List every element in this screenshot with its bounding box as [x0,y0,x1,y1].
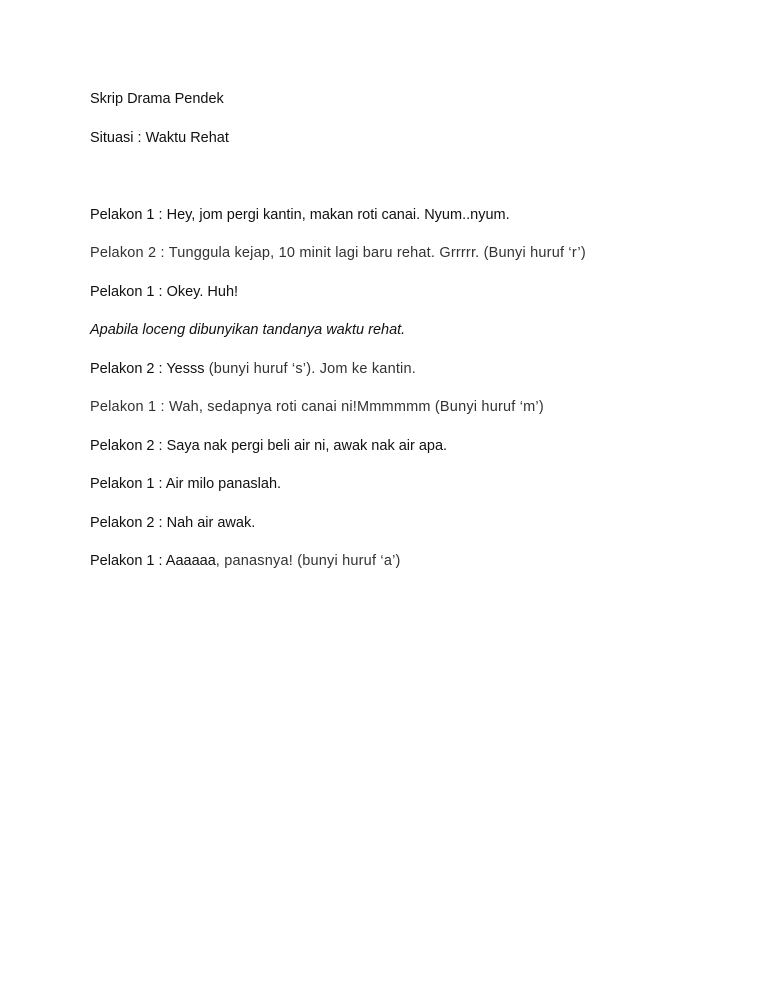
dialogue-text: Air milo panaslah. [162,476,282,492]
dialogue-text: Wah, sedapnya roti canai ni!Mmmmmm (Bunyi huruf ‘m’) [164,399,544,415]
dialogue-text-continued: , panasnya! (bunyi huruf ‘a’) [215,553,401,569]
dialogue-line [90,475,281,493]
speaker-label: Pelakon 2 : [90,361,163,377]
dialogue-text: Tunggula kejap, 10 minit lagi baru rehat. Grrrrr. (Bunyi huruf ‘r’) [164,245,586,261]
dialogue-text: Hey, jom pergi kantin, makan roti canai. Nyum..nyum. [162,207,510,223]
speaker-label: Pelakon 1 : [90,399,165,415]
dialogue-text: Aaaaaa [162,553,216,569]
speaker-label: Pelakon 2 : [90,515,163,531]
speaker-label: Pelakon 1 : [90,284,163,300]
speaker-label: Pelakon 2 : [90,245,165,261]
dialogue-line [90,206,510,224]
dialogue-text: Okey. Huh! [162,284,239,300]
dialogue-text: Nah air awak. [162,515,256,531]
situation-line: Situasi : Waktu Rehat [90,130,229,146]
dialogue-line [90,437,447,455]
dialogue-line [90,514,255,532]
speaker-label: Pelakon 1 : [90,476,163,492]
script-title: Skrip Drama Pendek [90,91,224,107]
dialogue-line [90,398,544,416]
dialogue-line [90,360,416,378]
dialogue-line [90,244,586,262]
speaker-label: Pelakon 1 : [90,207,163,223]
dialogue-line [90,552,401,570]
dialogue-line [90,283,238,301]
dialogue-text: Yesss [162,361,205,377]
dialogue-text: Saya nak pergi beli air ni, awak nak air apa. [162,438,448,454]
speaker-label: Pelakon 2 : [90,438,163,454]
stage-direction: Apabila loceng dibunyikan tandanya waktu rehat. [90,322,406,338]
dialogue-text-continued: (bunyi huruf ‘s’). Jom ke kantin. [204,361,416,377]
speaker-label: Pelakon 1 : [90,553,163,569]
